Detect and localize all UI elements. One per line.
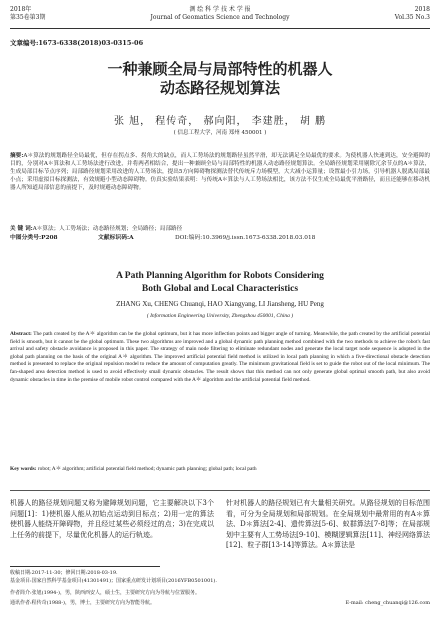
- doi: DOI:编码:10.3969/j.issn.1673-6338.2018.03.018: [175, 235, 316, 241]
- title-en-line2: Both Global and Local Characteristics: [141, 284, 299, 294]
- header-volume-en: Vol.35 No.3: [394, 14, 430, 21]
- keywords-en-text: robot; A＊ algorithm; artificial potential field method; dynamic path planning; global path; local path: [37, 466, 257, 472]
- abstract-en: [10, 331, 430, 463]
- author-email: E-mail: cheng_chuanqi@126.com: [345, 600, 430, 606]
- footnote-fund: 基金项目:国家自然科学基金项目(41301491)；国家重点研发计划项目(2016YFB0501001).: [10, 578, 217, 584]
- header-year-en: 2018: [414, 6, 430, 13]
- authors-en: ZHANG Xu, CHENG Chuanqi, HAO Xiangyang, LI Jiansheng, HU Peng: [116, 300, 324, 308]
- header-volume-cn: 第35卷第3期: [10, 14, 46, 21]
- header-center: [10, 6, 430, 22]
- document-code: 文献标识码:A: [98, 235, 134, 241]
- abstract-cn-label: 摘要:: [10, 153, 24, 159]
- keywords-en: [10, 466, 430, 474]
- journal-name-en: Journal of Geomatics Science and Technology: [150, 14, 290, 21]
- footnote-divider: [10, 566, 160, 567]
- title-cn: [0, 60, 440, 98]
- abstract-cn: [10, 152, 430, 222]
- keywords-cn-text: A＊算法；人工势场法；动态路径规划；全局路径；局部路径: [32, 226, 183, 232]
- affiliation-cn: ( 信息工程大学，河南 郑州 450001 ): [173, 130, 267, 136]
- keywords-en-label: Key words:: [10, 466, 37, 472]
- abstract-en-label: Abstract:: [10, 331, 32, 337]
- clc-number: 中图分类号:P208: [10, 235, 58, 241]
- journal-name-cn: 测 绘 科 学 技 术 学 报: [189, 6, 251, 13]
- footnote-dates: 收稿日期:2017-11-30；修回日期:2018-03-19.: [10, 570, 118, 576]
- journal-header: [10, 6, 430, 29]
- footnote-author: 作者简介:张旭(1994-)，男，陕西西安人，硕士生，主要研究方向为导航与位置服务。: [10, 590, 201, 596]
- title-en-line1: A Path Planning Algorithm for Robots Considering: [116, 271, 324, 281]
- keywords-cn: [10, 225, 430, 233]
- footnote-corresponding: [10, 600, 430, 607]
- section-divider: [10, 490, 430, 491]
- affiliation-en: ( Information Engineering University, Zhengzhou 450001, China ): [146, 313, 294, 319]
- abstract-cn-text: A＊算法的规划路径全局最优，但存在拐点多、拐角大的缺点，而人工势场法的规划路径虽然平滑，却无法满足全局最优的要求。为使机器人快速到达，安全避障的目的，分别对A＊算法和人工势场法进行改进，并将两者相结合，提出一种兼顾全局与局部特性的机器人动态路径规划算法。全局路径规划采用剔除冗余节点的A＊算法，生成局部目标节点序列；局部路径规划采用改进的人工势场法，提出5方向障碍物探测法替代传统斥力场模型，大大减小运算量；设置最小引力场，引导机器人脱离局部最小点；采用虚拟目标探测法，有效规避小型动态障碍物。仿真实验结果表明：与传统A＊算法与人工势场法相比，该方法不仅生成全局最优平滑路径，而且还能够在移动机器人所知道局部信息的前提下，及时规避动态障碍物。: [10, 153, 430, 191]
- title-cn-line2: 动态路径规划算法: [159, 79, 280, 97]
- corresponding-author: 通讯作者:程传奇(1988-)，男，博士，主要研究方向为智能导航。: [10, 600, 156, 606]
- title-cn-line1: 一种兼顾全局与局部特性的机器人: [107, 60, 333, 78]
- abstract-en-text: The path created by the A＊ algorithm can be the global optimum, but it has more inflection points and bigger angle of turning. Meanwhile, the path created by the artificial potential field is smooth, but it cannot be the global optimum. These two algorithms are improved and a global dynamic path planning method combined with the two methods to achieve the robot's fast arrival and safety obstacle avoidance is proposed in this paper. The strategy of main node filtering to eliminate redundant nodes and generate the local target node sequence is adopted in the global path planning on the basis of the original A＊ algorithm. The improved artificial potential field method is utilized in local path planning in which a five-directional obstacle detection method is presented to replace the original repulsion model to reduce the amount of computation greatly. The minimum gravitational field is set to guide the robot out of the local minimum. The fan-shaped area detection method is used to avoid effectively small dynamic obstacles. The result shows that this method can not only generate global optimal smooth path, but also avoid dynamic obstacles in time in the premise of mobile robot control compared with the A＊ algorithm and the artificial potential field method.: [10, 331, 430, 383]
- body-column-left: 机器人的路径规划问题又称为避障规划问题，它主要解决以下3个问题[1]：1)使机器人能从初始点运动到目标点；2)用一定的算法使机器人能绕开障碍物，并且经过某些必须经过的点；3)在完成以上任务的前提下，尽量优化机器人的运行轨迹。: [10, 499, 214, 539]
- header-right: [395, 6, 430, 22]
- classification-line: [10, 234, 430, 242]
- authors-cn: 张 旭， 程传奇， 郝向阳， 李建胜， 胡 鹏: [113, 116, 327, 127]
- keywords-cn-label: 关 键 词:: [10, 226, 33, 232]
- title-en: [0, 270, 440, 296]
- body-column-right: 针对机器人的路径规划已有大量相关研究。从路径规划的目标范围看，可分为全局规划和局部规划。在全局规划中最常用的有A＊算法、D＊算法[2-4]、遗传算法[5-6]、蚁群算法[7-8]等；在局部规划中主要有人工势场法[9-10]、模糊逻辑算法[11]、神经网络算法[12]、粒子群[13-14]等算法。A＊算法是: [226, 499, 430, 549]
- header-year-cn: 2018年: [10, 6, 32, 13]
- article-number: 文章编号:1673-6338(2018)03-0315-06: [10, 39, 144, 47]
